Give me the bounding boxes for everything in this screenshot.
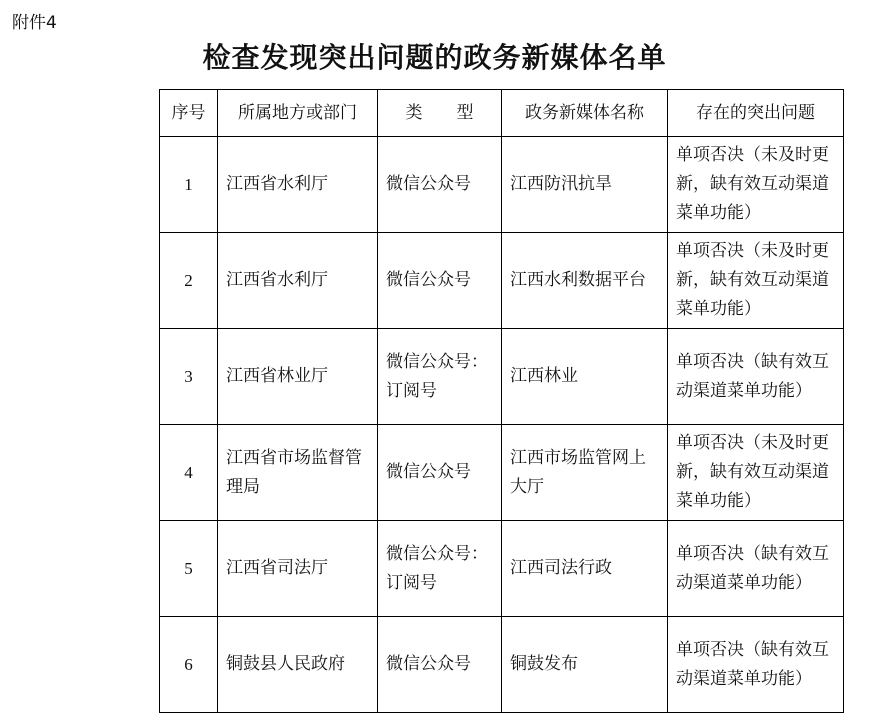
cell-dept: 江西省市场监督管理局 [218, 425, 378, 521]
cell-media-name: 江西市场监管网上大厅 [502, 425, 668, 521]
cell-dept: 江西省林业厅 [218, 329, 378, 425]
cell-dept: 江西省水利厅 [218, 233, 378, 329]
cell-type: 微信公众号：订阅号 [378, 521, 502, 617]
cell-no: 1 [160, 137, 218, 233]
media-list-table [159, 89, 844, 713]
header-dept: 所属地方或部门 [218, 90, 378, 137]
table-row [160, 521, 844, 617]
table-row [160, 137, 844, 233]
table-header-row [160, 90, 844, 137]
cell-type: 微信公众号：订阅号 [378, 329, 502, 425]
header-issue: 存在的突出问题 [668, 90, 844, 137]
cell-dept: 铜鼓县人民政府 [218, 617, 378, 713]
table-row [160, 329, 844, 425]
document-title: 检查发现突出问题的政务新媒体名单 [202, 41, 667, 74]
cell-no: 3 [160, 329, 218, 425]
cell-issue: 单项否决（未及时更新，缺有效互动渠道菜单功能） [668, 137, 844, 233]
cell-media-name: 江西司法行政 [502, 521, 668, 617]
cell-media-name: 江西水利数据平台 [502, 233, 668, 329]
cell-type: 微信公众号 [378, 233, 502, 329]
cell-media-name: 铜鼓发布 [502, 617, 668, 713]
cell-issue: 单项否决（缺有效互动渠道菜单功能） [668, 617, 844, 713]
cell-issue: 单项否决（未及时更新，缺有效互动渠道菜单功能） [668, 425, 844, 521]
cell-dept: 江西省司法厅 [218, 521, 378, 617]
table-row [160, 233, 844, 329]
cell-media-name: 江西防汛抗旱 [502, 137, 668, 233]
cell-dept: 江西省水利厅 [218, 137, 378, 233]
cell-issue: 单项否决（缺有效互动渠道菜单功能） [668, 521, 844, 617]
header-no: 序号 [160, 90, 218, 137]
cell-no: 6 [160, 617, 218, 713]
cell-no: 4 [160, 425, 218, 521]
cell-type: 微信公众号 [378, 425, 502, 521]
header-type: 类 型 [378, 90, 502, 137]
header-media-name: 政务新媒体名称 [502, 90, 668, 137]
cell-issue: 单项否决（缺有效互动渠道菜单功能） [668, 329, 844, 425]
cell-no: 2 [160, 233, 218, 329]
cell-issue: 单项否决（未及时更新，缺有效互动渠道菜单功能） [668, 233, 844, 329]
table-row [160, 425, 844, 521]
table-row [160, 617, 844, 713]
cell-media-name: 江西林业 [502, 329, 668, 425]
cell-no: 5 [160, 521, 218, 617]
attachment-label: 附件4 [12, 13, 57, 33]
cell-type: 微信公众号 [378, 137, 502, 233]
cell-type: 微信公众号 [378, 617, 502, 713]
